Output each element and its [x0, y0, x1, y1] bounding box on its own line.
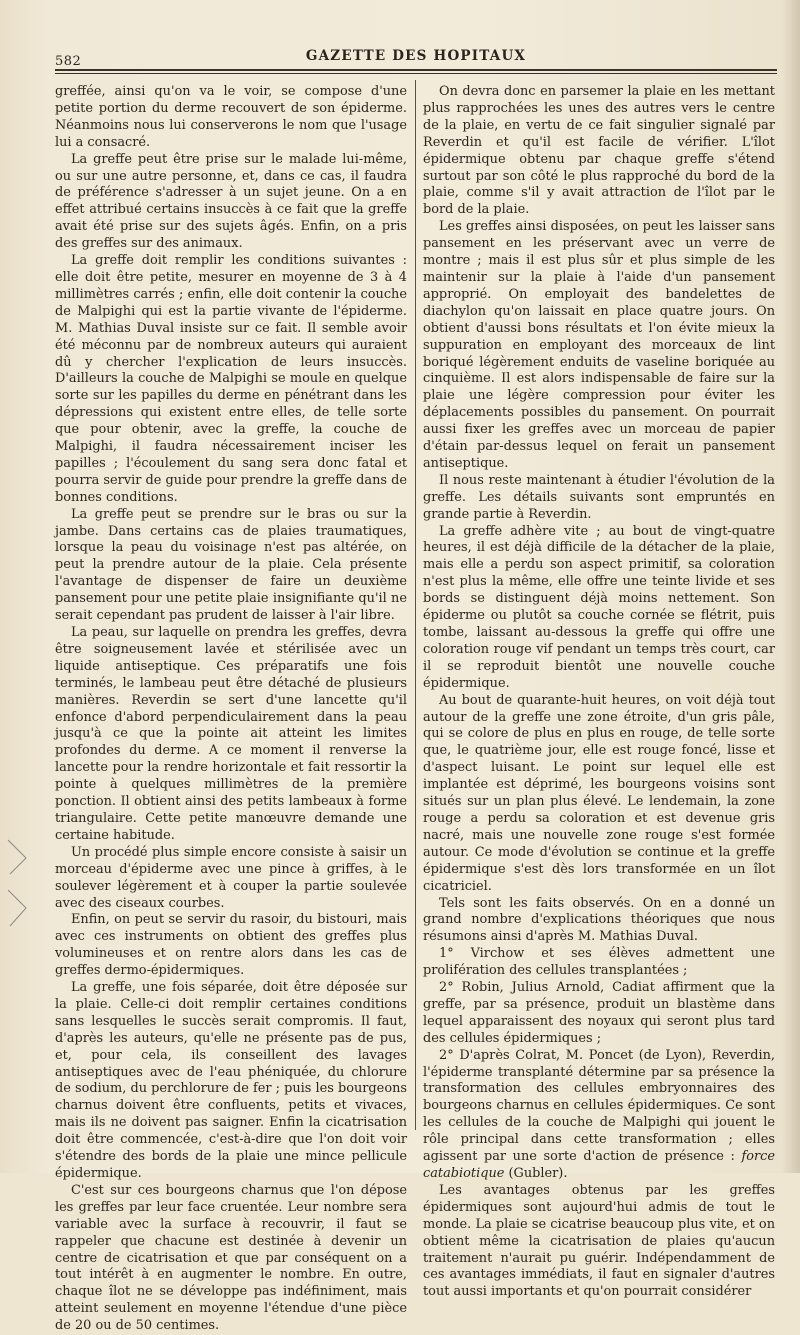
paragraph: La greffe peut se prendre sur le bras ou sur la jambe. Dans certains cas de plaies traumatiques, lorsque la peau du voisinage n'est pas altérée, on peut la prendre autour de la plaie. Cela présente l'avantage de dispenser de faire un deuxième pansement pour une petite plaie insignifiante qu'il ne serait cependant pas prudent de laisser à l'air libre.	[55, 506, 407, 624]
list-item: 2° Robin, Julius Arnold, Cadiat affirment que la greffe, par sa présence, produit un blastème dans lequel apparaissent des noyaux qui seront plus tard des cellules épidermiques ;	[423, 980, 775, 1046]
column-divider	[415, 80, 416, 1130]
list-item	[423, 1048, 775, 1183]
paragraph: La greffe adhère vite ; au bout de vingt-quatre heures, il est déjà difficile de la détacher de la plaie, mais elle a perdu son aspect primitif, sa coloration n'est plus la même, elle offre une teinte livide et ses bords se distinguent déjà moins nettement. Son épiderme ou plutôt sa couche cornée se flétrit, puis tombe, laissant au-dessous la greffe qui offre une coloration rouge vif pendant un temps très court, car il se reproduit bientôt une nouvelle couche épidermique.	[423, 523, 775, 691]
list-item-tail: (Gubler).	[504, 1166, 568, 1181]
paragraph: Un procédé plus simple encore consiste à saisir un morceau d'épiderme avec une pince à griffes, à le soulever légèrement et à couper la partie soulevée avec des ciseaux courbes.	[55, 844, 407, 911]
paragraph: Au bout de quarante-huit heures, on voit déjà tout autour de la greffe une zone étroite, d'un gris pâle, qui se colore de plus en plus en rouge, de telle sorte que, le quatrième jour, elle est rouge foncé, lisse et d'aspect luisant. Le point sur lequel elle est implantée est déprimé, les bourgeons voisins sont situés sur un plan plus élevé. Le lendemain, la zone rouge a perdu sa coloration et est devenue gris nacré, mais une nouvelle zone rouge s'est formée autour. Ce mode d'évolution se continue et la greffe épidermique s'est dès lors transformée en un îlot cicatriciel.	[423, 692, 775, 894]
paragraph: La greffe peut être prise sur le malade lui-même, ou sur une autre personne, et, dans ce cas, il faudra de préférence s'adresser à un sujet jeune. On a en effet attribué certains insuccès à ce fait que la greffe avait été prise sur des sujets âgés. Enfin, on a pris des greffes sur des animaux.	[55, 151, 407, 252]
paragraph: La greffe, une fois séparée, doit être déposée sur la plaie. Celle-ci doit remplir certaines conditions sans lesquelles le succès serait compromis. Il faut, d'après les auteurs, qu'elle ne présente pas de pus, et, pour cela, ils conseillent des lavages antiseptiques avec de l'eau phéniquée, du chlorure de sodium, du perchlorure de fer ; puis les bourgeons charnus doivent être confluents, petits et vivaces, mais ils ne doivent pas saigner. Enfin la cicatrisation doit être commencée, c'est-à-dire que l'on doit voir s'étendre des bords de la plaie une mince pellicule épidermique.	[55, 980, 407, 1181]
right-column	[423, 84, 775, 1301]
list-item-text: 2° D'après Colrat, M. Poncet (de Lyon), Reverdin, l'épiderme transplanté détermine par sa présence la transformation des cellules embryonnaires des bourgeons charnus en cellules épidermiques. Ce sont les cellules de la couche de Malpighi qui jouent le rôle principal dans cette transformation ; elles agissent par une sorte d'action de présence :	[423, 1047, 775, 1165]
left-column	[55, 84, 407, 1335]
header-rule	[55, 69, 777, 71]
paragraph: La peau, sur laquelle on prendra les greffes, devra être soigneusement lavée et stérilisée avec un liquide antiseptique. Ces préparatifs une fois terminés, le lambeau peut être détaché de plusieurs manières. Reverdin se sert d'une lancette qu'il enfonce d'abord perpendiculairement dans la peau jusqu'à ce que la pointe ait atteint les limites profondes du derme. A ce moment il renverse la lancette pour la rendre horizontale et fait ressortir la pointe à quelques millimètres de la première ponction. Il obtient ainsi des petits lambeaux à forme triangulaire. Cette petite manœuvre demande une certaine habitude.	[55, 625, 407, 843]
paragraph: La greffe doit remplir les conditions suivantes : elle doit être petite, mesurer en moyenne de 3 à 4 millimètres carrés ; enfin, elle doit contenir la couche de Malpighi qui est la partie vivante de l'épiderme. M. Mathias Duval insiste sur ce fait. Il semble avoir été méconnu par de nombreux auteurs qui auraient dû y chercher l'explication de leurs insuccès. D'ailleurs la couche de Malpighi se moule en quelque sorte sur les papilles du derme en pénétrant dans les dépressions qui existent entre elles, de telle sorte que pour obtenir, avec la greffe, la couche de Malpighi, il faudra nécessairement inciser les papilles ; l'écoulement du sang sera donc fatal et pourra servir de guide pour prendre la greffe dans de bonnes conditions.	[55, 253, 407, 505]
margin-pencil-marks	[4, 830, 34, 950]
paragraph: Les greffes ainsi disposées, on peut les laisser sans pansement en les préservant avec un verre de montre ; mais il est plus sûr et plus simple de les maintenir sur la plaie à l'aide d'un pansement approprié. On employait des bandelettes de diachylon qu'on laissait en place quatre jours. On obtient d'aussi bons résultats et l'on évite mieux la suppuration en employant des morceaux de lint boriqué légèrement enduits de vaseline boriquée au cinquième. Il est alors indispensable de faire sur la plaie une légère compression pour éviter les déplacements possibles du pansement. On pourrait aussi fixer les greffes avec un morceau de papier d'étain par-dessus lequel on ferait un pansement antiseptique.	[423, 219, 775, 471]
journal-title: GAZETTE DES HOPITAUX	[305, 48, 527, 64]
page-edge-shadow	[782, 0, 800, 1173]
paragraph: Enfin, on peut se servir du rasoir, du bistouri, mais avec ces instruments on obtient des greffes plus volumineuses et on rentre alors dans les cas de greffes dermo-épidermiques.	[55, 912, 407, 979]
paragraph: On devra donc en parsemer la plaie en les mettant plus rapprochées les unes des autres vers le centre de la plaie, en vertu de ce fait singulier signalé par Reverdin et qu'il est facile de vérifier. L'îlot épidermique obtenu par chaque greffe s'étend surtout par son côté le plus rapproché du bord de la plaie, comme s'il y avait attraction de l'îlot par le bord de la plaie.	[423, 84, 775, 218]
page-number: 582	[55, 54, 82, 69]
paragraph: C'est sur ces bourgeons charnus que l'on dépose les greffes par leur face cruentée. Leur nombre sera variable avec la surface à recouvrir, il faut se rappeler que chacune est destinée à devenir un centre de cicatrisation et que par conséquent on a tout intérêt à en augmenter le nombre. En outre, chaque îlot ne se développe pas indéfiniment, mais atteint seulement en moyenne l'étendue d'une pièce de 20 ou de 50 centimes.	[55, 1182, 407, 1334]
paragraph: Tels sont les faits observés. On en a donné un grand nombre d'explications théoriques que nous résumons ainsi d'après M. Mathias Duval.	[423, 895, 775, 945]
header-rule-thin	[55, 73, 777, 74]
paragraph: greffée, ainsi qu'on va le voir, se compose d'une petite portion du derme recouvert de son épiderme. Néanmoins nous lui conserverons le nom que l'usage lui a consacré.	[55, 84, 407, 150]
emphasis-term: force catabiotique	[423, 1149, 775, 1181]
list-item: 1° Virchow et ses élèves admettent une prolifération des cellules transplantées ;	[423, 946, 775, 979]
paragraph: Les avantages obtenus par les greffes épidermiques sont aujourd'hui admis de tout le monde. La plaie se cicatrise beaucoup plus vite, et on obtient même la cicatrisation de plaies qu'aucun traitement n'aurait pu guérir. Indépendamment de ces avantages immédiats, il faut en signaler d'autres tout aussi importants et qu'on pourrait considérer	[423, 1182, 775, 1300]
paragraph: Il nous reste maintenant à étudier l'évolution de la greffe. Les détails suivants sont empruntés en grande partie à Reverdin.	[423, 472, 775, 522]
